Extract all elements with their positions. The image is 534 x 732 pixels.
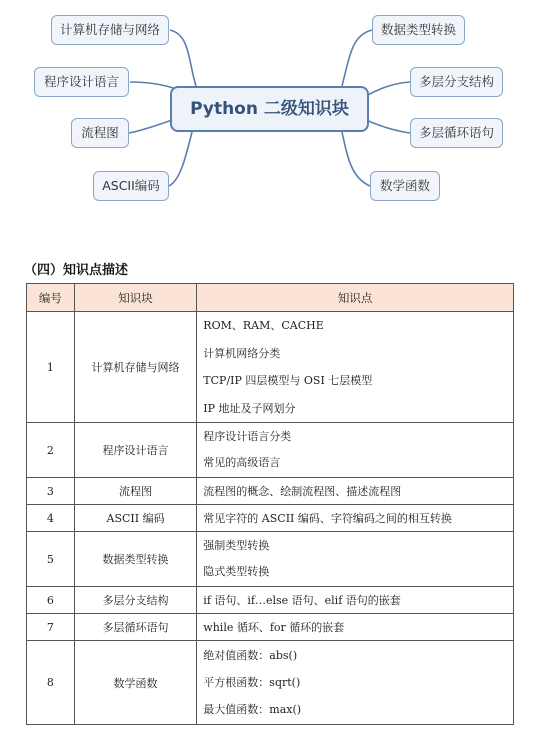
- knowledge-point: 流程图的概念、绘制流程图、描述流程图: [203, 484, 402, 498]
- row-number: 4: [27, 505, 75, 532]
- knowledge-point: 计算机网络分类: [203, 346, 281, 360]
- mindmap-node-multilevel-loop: 多层循环语句: [410, 118, 503, 148]
- row-knowledge-points: [197, 478, 514, 505]
- row-number: 1: [27, 312, 75, 423]
- connector-left-1: [170, 30, 196, 86]
- mind-map: [0, 0, 534, 225]
- table-row: [27, 614, 514, 641]
- mindmap-node-multilevel-branch: 多层分支结构: [410, 67, 503, 97]
- table-header-row: [27, 284, 514, 312]
- mindmap-node-ascii-encoding: ASCII编码: [93, 171, 169, 201]
- mindmap-node-programming-language: 程序设计语言: [34, 67, 129, 97]
- knowledge-point: 隐式类型转换: [203, 565, 270, 578]
- row-number: 3: [27, 478, 75, 505]
- mindmap-node-computer-storage-network: 计算机存储与网络: [51, 15, 169, 45]
- row-knowledge-points: [197, 423, 514, 478]
- knowledge-point: IP 地址及子网划分: [203, 401, 296, 415]
- row-knowledge-block: 流程图: [74, 478, 197, 505]
- row-knowledge-block: 多层循环语句: [74, 614, 197, 641]
- row-knowledge-points: [197, 614, 514, 641]
- table-row: [27, 532, 514, 587]
- row-knowledge-block: 计算机存储与网络: [74, 312, 197, 423]
- row-knowledge-block: 程序设计语言: [74, 423, 197, 478]
- knowledge-point: TCP/IP 四层模型与 OSI 七层模型: [203, 374, 373, 387]
- knowledge-point: while 循环、for 循环的嵌套: [203, 620, 345, 634]
- connector-left-4: [169, 132, 192, 186]
- knowledge-point: 常见的高级语言: [203, 456, 281, 469]
- row-knowledge-points: [197, 587, 514, 614]
- knowledge-point: 程序设计语言分类: [203, 430, 292, 443]
- table-row: [27, 641, 514, 725]
- connector-right-2: [366, 82, 410, 96]
- table-row: [27, 312, 514, 423]
- row-number: 6: [27, 587, 75, 614]
- connector-right-1: [342, 30, 372, 86]
- knowledge-point: 最大值函数：max(): [203, 703, 302, 716]
- row-knowledge-block: ASCII 编码: [74, 505, 197, 532]
- table-row: [27, 505, 514, 532]
- knowledge-point: ROM、RAM、CACHE: [203, 319, 324, 332]
- row-knowledge-block: 数据类型转换: [74, 532, 197, 587]
- row-number: 2: [27, 423, 75, 478]
- table-row: [27, 587, 514, 614]
- section-heading: （四）知识点描述: [24, 263, 129, 278]
- row-number: 5: [27, 532, 75, 587]
- connector-right-4: [342, 132, 370, 186]
- row-knowledge-block: 多层分支结构: [74, 587, 197, 614]
- knowledge-point: if 语句、if…else 语句、elif 语句的嵌套: [203, 593, 401, 607]
- row-number: 7: [27, 614, 75, 641]
- knowledge-point: 常见字符的 ASCII 编码、字符编码之间的相互转换: [203, 511, 452, 525]
- row-knowledge-points: [197, 641, 514, 725]
- mindmap-node-type-conversion: 数据类型转换: [372, 15, 465, 45]
- header-number: 编号: [27, 284, 75, 312]
- connector-right-3: [366, 120, 410, 133]
- knowledge-point: 强制类型转换: [203, 539, 270, 552]
- table-row: [27, 478, 514, 505]
- knowledge-point: 平方根函数：sqrt(): [203, 676, 301, 689]
- mindmap-node-flowchart: 流程图: [71, 118, 129, 148]
- knowledge-point: 绝对值函数：abs(): [203, 649, 298, 662]
- mindmap-center-node: Python 二级知识块: [170, 86, 369, 132]
- row-knowledge-points: [197, 312, 514, 423]
- header-knowledge-block: 知识块: [74, 284, 197, 312]
- mindmap-node-math-functions: 数学函数: [370, 171, 440, 201]
- row-number: 8: [27, 641, 75, 725]
- row-knowledge-points: [197, 505, 514, 532]
- header-knowledge-points: 知识点: [197, 284, 514, 312]
- row-knowledge-block: 数学函数: [74, 641, 197, 725]
- row-knowledge-points: [197, 532, 514, 587]
- knowledge-point-table: [26, 283, 514, 725]
- table-row: [27, 423, 514, 478]
